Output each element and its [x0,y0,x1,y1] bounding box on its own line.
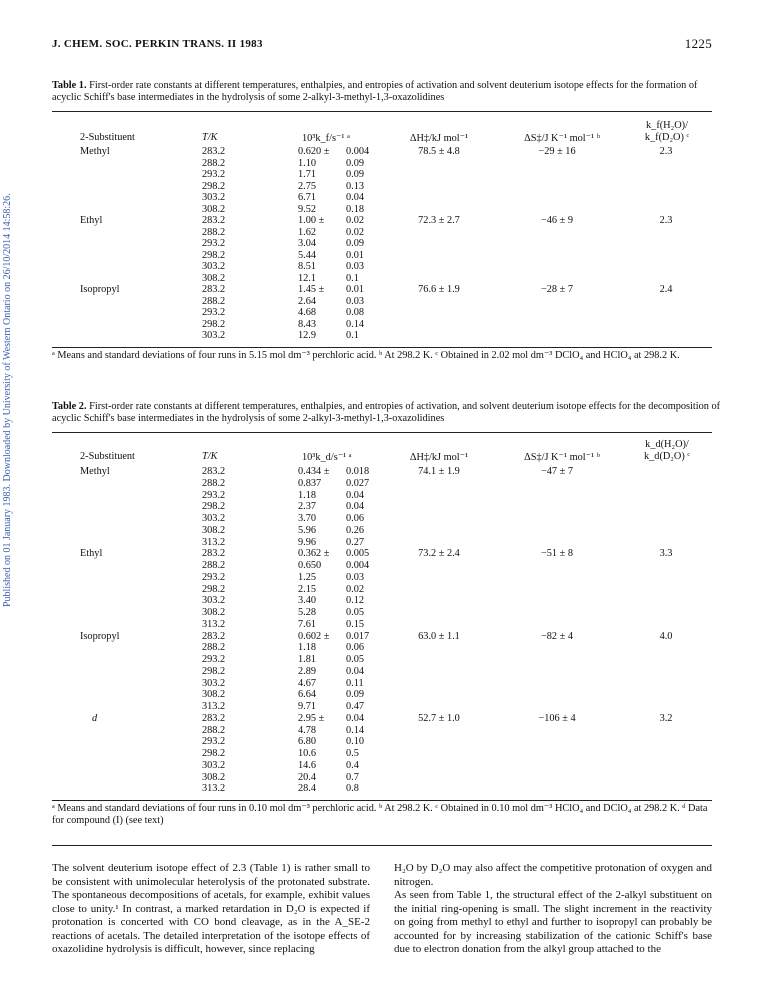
table-row [52,537,712,548]
temperature-cell: 303.2 [202,513,226,524]
table1-caption [52,80,722,104]
temperature-cell: 303.2 [202,759,226,771]
table-row [52,584,712,595]
temperature-cell: 283.2 [202,548,226,560]
col-rate: 10³k_d/s⁻¹ ᵃ [302,452,352,463]
table-row [52,181,712,192]
rate-cell: 4.67 [298,677,317,689]
rate-sd-cell: 0.11 [346,677,364,689]
rate-cell: 2.64 [298,295,317,307]
temperature-cell: 298.2 [202,180,226,192]
ratio-cell: 2.3 [659,215,673,226]
rate-sd-cell: 0.26 [346,524,365,536]
table2-top-rule [52,432,712,433]
table-row [52,689,712,700]
rate-cell: 20.4 [298,771,317,783]
journal-title: J. CHEM. SOC. PERKIN TRANS. II 1983 [52,38,263,50]
rate-sd-cell: 0.09 [346,157,365,169]
rate-sd-cell: 0.018 [346,466,370,477]
table-row [52,192,712,203]
rate-cell: 7.61 [298,618,317,630]
ratio-cell: 2.3 [659,146,673,157]
table-row [52,261,712,272]
table-row [52,490,712,501]
rate-sd-cell: 0.06 [346,513,365,524]
rate-cell: 0.620 ± [298,146,330,157]
table1-bottom-rule [52,347,712,348]
rate-cell: 2.37 [298,501,317,513]
rate-sd-cell: 0.03 [346,295,365,307]
table-row [52,273,712,284]
temperature-cell: 303.2 [202,677,226,689]
table1-label: Table 1. [52,80,87,91]
rate-cell: 0.837 [298,477,322,489]
table2-footnote: ᵃ Means and standard deviations of four runs in 0.10 mol dm⁻³ perchloric acid. ᵇ At 298.2 K. ᶜ Obtained in 0.10 mol dm⁻³ HClO₄ and DClO₄ at 298.2 K. ᵈ Data for compound (I) (see text) [52,803,708,826]
temperature-cell: 293.2 [202,238,226,249]
rate-cell: 2.15 [298,583,317,595]
enthalpy-cell: 76.6 ± 1.9 [418,284,460,295]
rate-cell: 1.81 [298,654,317,665]
rate-cell: 9.52 [298,203,317,215]
substituent-cell: Methyl [80,466,110,477]
rate-sd-cell: 0.15 [346,618,365,630]
temperature-cell: 283.2 [202,630,226,642]
table-row [52,560,712,571]
rate-sd-cell: 0.02 [346,215,365,226]
temperature-cell: 293.2 [202,654,226,665]
rate-cell: 4.78 [298,724,317,736]
rate-cell: 1.45 ± [298,284,325,295]
rate-cell: 6.64 [298,689,317,701]
rate-sd-cell: 0.04 [346,712,365,724]
temperature-cell: 293.2 [202,489,226,501]
temperature-cell: 308.2 [202,272,226,284]
rate-cell: 9.96 [298,536,317,548]
rate-sd-cell: 0.5 [346,748,359,759]
entropy-cell: −82 ± 4 [540,630,574,642]
rate-cell: 1.18 [298,642,317,654]
col-rate: 10³k_f/s⁻¹ ᵃ [302,133,350,144]
rate-sd-cell: 0.05 [346,607,365,618]
table-row [52,760,712,771]
table-row [52,158,712,169]
temperature-cell: 308.2 [202,771,226,783]
col-substituent: 2-Substituent [80,451,135,462]
running-header [52,38,712,50]
table-row [52,701,712,712]
rate-sd-cell: 0.09 [346,238,365,249]
temperature-cell: 283.2 [202,215,226,226]
entropy-cell: −47 ± 7 [540,466,574,477]
rate-sd-cell: 0.4 [346,759,359,771]
table-row [52,607,712,618]
rate-cell: 3.70 [298,513,317,524]
entropy-cell: −106 ± 4 [538,712,576,724]
substituent-cell: Ethyl [80,215,103,226]
rate-cell: 6.71 [298,192,317,203]
temperature-cell: 288.2 [202,724,226,736]
rate-sd-cell: 0.027 [346,477,370,489]
rate-sd-cell: 0.10 [346,736,365,748]
rate-sd-cell: 0.03 [346,261,365,272]
temperature-cell: 303.2 [202,330,226,341]
rate-cell: 1.25 [298,571,317,583]
table-row [52,642,712,653]
table-row [52,631,712,642]
rate-sd-cell: 0.09 [346,169,365,180]
rate-cell: 0.434 ± [298,466,330,477]
temperature-cell: 293.2 [202,736,226,748]
table-row [52,238,712,249]
download-notice: Published on 01 January 1983. Downloaded by University of Western Ontario on 26/10/2014 14:58:26. [2,193,13,607]
rate-sd-cell: 0.8 [346,783,359,795]
col-temperature: T/K [202,132,218,143]
col-ratio-top: k_d(H₂O)/ [645,439,689,450]
rate-cell: 12.1 [298,272,317,284]
body-text-right: H₂O by D₂O may also affect the competitive protonation of oxygen and nitrogen. As seen from Table 1, the structural effect of the 2-alkyl substituent on the initial ring-opening is small. The slight increment in the reactivity on going from methyl to ethyl and further to isopropyl can probably be accounted for by increasing stabilization of the cationic Schiff's base due to electron donation from the alkyl group attached to the [394,862,712,955]
rate-sd-cell: 0.01 [346,284,365,295]
ratio-cell: 4.0 [659,630,673,642]
rate-cell: 6.80 [298,736,317,748]
rate-cell: 1.62 [298,226,317,238]
substituent-cell: Isopropyl [80,284,120,295]
table2-caption [52,401,722,425]
rate-cell: 5.28 [298,607,317,618]
temperature-cell: 288.2 [202,226,226,238]
rate-sd-cell: 0.18 [346,203,365,215]
rate-sd-cell: 0.01 [346,249,365,261]
enthalpy-cell: 73.2 ± 2.4 [418,548,460,560]
enthalpy-cell: 52.7 ± 1.0 [418,712,460,724]
rate-cell: 8.51 [298,261,317,272]
table1-header [52,117,712,145]
col-enthalpy: ΔH‡/kJ mol⁻¹ [409,133,469,144]
table1-top-rule [52,111,712,112]
table2-header [52,436,712,464]
substituent-cell: Isopropyl [80,630,120,642]
rate-cell: 12.9 [298,330,317,341]
table-row [52,478,712,489]
temperature-cell: 293.2 [202,169,226,180]
temperature-cell: 288.2 [202,560,226,571]
temperature-cell: 283.2 [202,466,226,477]
rate-sd-cell: 0.14 [346,318,365,330]
table-row [52,525,712,536]
rate-cell: 2.95 ± [298,712,325,724]
temperature-cell: 298.2 [202,583,226,595]
table-row [52,250,712,261]
rate-sd-cell: 0.7 [346,771,359,783]
rate-cell: 3.04 [298,238,317,249]
temperature-cell: 308.2 [202,524,226,536]
rate-sd-cell: 0.004 [346,560,370,571]
rate-sd-cell: 0.04 [346,501,365,513]
table-row [52,678,712,689]
page-number: 1225 [684,36,712,51]
rate-sd-cell: 0.13 [346,180,365,192]
temperature-cell: 298.2 [202,318,226,330]
rate-cell: 5.96 [298,524,317,536]
table2-caption-text: First-order rate constants at different temperatures, enthalpies, and entropies of activation, and solvent deuterium isotope effects for the decomposition of acyclic Schiff's base intermediates in the hydrolysis of some 2-alkyl-3-methyl-1,3-oxazolidines [52,401,721,424]
rate-sd-cell: 0.04 [346,665,365,677]
rate-sd-cell: 0.08 [346,307,365,318]
rate-sd-cell: 0.1 [346,330,359,341]
rate-sd-cell: 0.005 [346,548,370,560]
rate-sd-cell: 0.06 [346,642,365,654]
temperature-cell: 298.2 [202,665,226,677]
table-row [52,501,712,512]
rate-cell: 5.44 [298,249,317,261]
ratio-cell: 3.3 [659,548,673,560]
rate-sd-cell: 0.27 [346,536,365,548]
temperature-cell: 298.2 [202,748,226,759]
table-row [52,296,712,307]
entropy-cell: −51 ± 8 [540,548,574,560]
rate-cell: 0.602 ± [298,630,330,642]
col-ratio-top: k_f(H₂O)/ [646,120,688,131]
col-enthalpy: ΔH‡/kJ mol⁻¹ [409,452,469,463]
enthalpy-cell: 63.0 ± 1.1 [418,630,460,642]
table-row [52,548,712,559]
table-row [52,572,712,583]
table-row [52,654,712,665]
table-row [52,466,712,477]
temperature-cell: 283.2 [202,146,226,157]
enthalpy-cell: 78.5 ± 4.8 [418,146,460,157]
table-row [52,713,712,724]
temperature-cell: 298.2 [202,249,226,261]
rate-cell: 10.6 [298,748,317,759]
substituent-cell: d [92,712,98,724]
enthalpy-cell: 74.1 ± 1.9 [418,466,460,477]
rate-sd-cell: 0.12 [346,595,365,607]
table-row [52,736,712,747]
rate-sd-cell: 0.03 [346,571,365,583]
rate-cell: 0.650 [298,560,322,571]
rate-sd-cell: 0.1 [346,272,359,284]
temperature-cell: 288.2 [202,642,226,654]
table-row [52,204,712,215]
temperature-cell: 298.2 [202,501,226,513]
temperature-cell: 303.2 [202,261,226,272]
rate-cell: 2.75 [298,180,317,192]
col-entropy: ΔS‡/J K⁻¹ mol⁻¹ ᵇ [524,452,600,463]
rate-sd-cell: 0.14 [346,724,365,736]
table-row [52,307,712,318]
temperature-cell: 308.2 [202,203,226,215]
table-row [52,772,712,783]
substituent-cell: Methyl [80,146,110,157]
col-entropy: ΔS‡/J K⁻¹ mol⁻¹ ᵇ [524,133,600,144]
section-divider [52,845,712,846]
table1-footnote: ᵃ Means and standard deviations of four runs in 5.15 mol dm⁻³ perchloric acid. ᵇ At 298.2 K. ᶜ Obtained in 2.02 mol dm⁻³ DClO₄ and HClO₄ at 298.2 K. [52,350,680,361]
temperature-cell: 293.2 [202,307,226,318]
table-row [52,319,712,330]
body-text-left: The solvent deuterium isotope effect of 2.3 (Table 1) is rather small to be consistent with unimolecular heterolysis of the protonated substrate. The spontaneous decompositions of acetals, for example, exhibit values close to unity.¹ In contrast, a marked retardation in D₂O is expected if protonation is concerted with CO bond cleavage, as in the A_SE-2 reactions of acetals. The detailed interpretation of the isotope effects of oxazolidine hydrolysis is difficult, however, since replacing [52,862,370,955]
rate-cell: 1.71 [298,169,317,180]
rate-cell: 1.10 [298,157,317,169]
col-temperature: T/K [202,451,218,462]
temperature-cell: 313.2 [202,618,226,630]
table-row [52,146,712,157]
table-row [52,595,712,606]
rate-sd-cell: 0.47 [346,701,365,712]
entropy-cell: −28 ± 7 [540,284,574,295]
temperature-cell: 303.2 [202,595,226,607]
rate-sd-cell: 0.09 [346,689,365,701]
temperature-cell: 283.2 [202,284,226,295]
rate-cell: 8.43 [298,318,317,330]
rate-cell: 3.40 [298,595,317,607]
temperature-cell: 288.2 [202,157,226,169]
temperature-cell: 293.2 [202,571,226,583]
rate-sd-cell: 0.04 [346,192,365,203]
table-row [52,666,712,677]
rate-sd-cell: 0.017 [346,630,370,642]
ratio-cell: 2.4 [659,284,673,295]
rate-cell: 14.6 [298,759,317,771]
rate-cell: 1.18 [298,489,317,501]
rate-sd-cell: 0.05 [346,654,365,665]
rate-cell: 1.00 ± [298,215,325,226]
rate-cell: 0.362 ± [298,548,330,560]
rate-cell: 9.71 [298,701,317,712]
rate-cell: 4.68 [298,307,317,318]
table-row [52,169,712,180]
substituent-cell: Ethyl [80,548,103,560]
table-row [52,513,712,524]
temperature-cell: 313.2 [202,783,226,795]
ratio-cell: 3.2 [659,712,673,724]
table-row [52,227,712,238]
table-row [52,215,712,226]
temperature-cell: 303.2 [202,192,226,203]
temperature-cell: 288.2 [202,477,226,489]
col-ratio-bottom: k_f(D₂O) ᶜ [644,132,690,143]
temperature-cell: 288.2 [202,295,226,307]
table-row [52,725,712,736]
entropy-cell: −29 ± 16 [538,146,576,157]
temperature-cell: 308.2 [202,689,226,701]
rate-sd-cell: 0.02 [346,583,365,595]
temperature-cell: 313.2 [202,536,226,548]
rate-sd-cell: 0.04 [346,489,365,501]
entropy-cell: −46 ± 9 [540,215,574,226]
col-ratio-bottom: k_d(D₂O) ᶜ [644,451,690,462]
rate-sd-cell: 0.004 [346,146,370,157]
rate-sd-cell: 0.02 [346,226,365,238]
rate-cell: 28.4 [298,783,317,795]
table-row [52,330,712,341]
table-row [52,619,712,630]
table-row [52,748,712,759]
table-row [52,783,712,794]
table1-caption-text: First-order rate constants at different temperatures, enthalpies, and entropies of activation and solvent deuterium isotope effects for the formation of acyclic Schiff's base intermediates in the hydrolysis of some 2-alkyl-3-methyl-1,3-oxazolidines [52,80,698,103]
col-substituent: 2-Substituent [80,132,135,143]
temperature-cell: 313.2 [202,701,226,712]
rate-cell: 2.89 [298,665,317,677]
table2-label: Table 2. [52,401,87,412]
table2-bottom-rule [52,800,712,801]
enthalpy-cell: 72.3 ± 2.7 [418,215,460,226]
temperature-cell: 283.2 [202,712,226,724]
table-row [52,284,712,295]
temperature-cell: 308.2 [202,607,226,618]
